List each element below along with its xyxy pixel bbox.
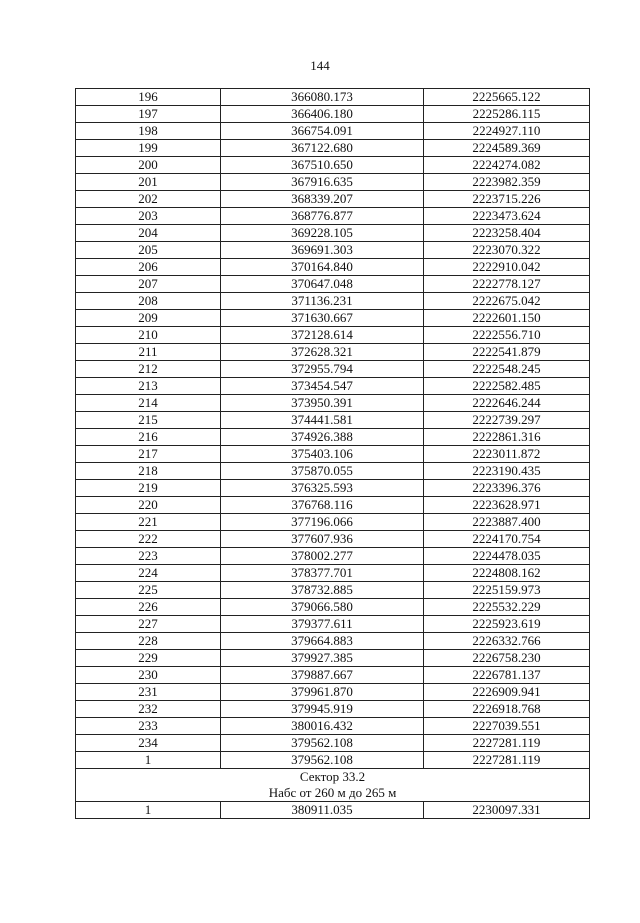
x-coordinate-cell: 379562.108: [221, 752, 424, 769]
sector-title: Сектор 33.2: [299, 769, 366, 784]
y-coordinate-cell: 2226758.230: [424, 650, 590, 667]
table-row: [76, 242, 590, 259]
table-row: [76, 208, 590, 225]
table-row: [76, 582, 590, 599]
table-row: [76, 650, 590, 667]
x-coordinate-cell: 376768.116: [221, 497, 424, 514]
table-row: [76, 174, 590, 191]
y-coordinate-cell: 2224927.110: [424, 123, 590, 140]
x-coordinate-cell: 379945.919: [221, 701, 424, 718]
point-number-cell: 218: [76, 463, 221, 480]
point-number-cell: 234: [76, 735, 221, 752]
x-coordinate-cell: 376325.593: [221, 480, 424, 497]
point-number-cell: 230: [76, 667, 221, 684]
table-row: [76, 412, 590, 429]
x-coordinate-cell: 371630.667: [221, 310, 424, 327]
x-coordinate-cell: 377196.066: [221, 514, 424, 531]
point-number-cell: 198: [76, 123, 221, 140]
table-row: [76, 106, 590, 123]
y-coordinate-cell: 2222778.127: [424, 276, 590, 293]
x-coordinate-cell: 374441.581: [221, 412, 424, 429]
y-coordinate-cell: 2224478.035: [424, 548, 590, 565]
point-number-cell: 222: [76, 531, 221, 548]
point-number-cell: 207: [76, 276, 221, 293]
y-coordinate-cell: 2222739.297: [424, 412, 590, 429]
x-coordinate-cell: 369691.303: [221, 242, 424, 259]
point-number-cell: 231: [76, 684, 221, 701]
point-number-cell: 229: [76, 650, 221, 667]
point-number-cell: 205: [76, 242, 221, 259]
point-number-cell: 196: [76, 89, 221, 106]
page-number: 144: [310, 58, 330, 73]
point-number-cell: 202: [76, 191, 221, 208]
table-row: [76, 157, 590, 174]
x-coordinate-cell: 378732.885: [221, 582, 424, 599]
table-row: [76, 361, 590, 378]
y-coordinate-cell: 2225923.619: [424, 616, 590, 633]
x-coordinate-cell: 379066.580: [221, 599, 424, 616]
table-row: [76, 259, 590, 276]
point-number-cell: 216: [76, 429, 221, 446]
x-coordinate-cell: 372628.321: [221, 344, 424, 361]
point-number-cell: 220: [76, 497, 221, 514]
point-number-cell: 215: [76, 412, 221, 429]
y-coordinate-cell: 2223258.404: [424, 225, 590, 242]
point-number-cell: 214: [76, 395, 221, 412]
x-coordinate-cell: 380016.432: [221, 718, 424, 735]
y-coordinate-cell: 2227039.551: [424, 718, 590, 735]
x-coordinate-cell: 373454.547: [221, 378, 424, 395]
y-coordinate-cell: 2222601.150: [424, 310, 590, 327]
table-row: [76, 293, 590, 310]
y-coordinate-cell: 2227281.119: [424, 752, 590, 769]
y-coordinate-cell: 2223473.624: [424, 208, 590, 225]
point-number-cell: 203: [76, 208, 221, 225]
y-coordinate-cell: 2226909.941: [424, 684, 590, 701]
coordinates-table: [75, 88, 590, 819]
table-row: [76, 395, 590, 412]
x-coordinate-cell: 378377.701: [221, 565, 424, 582]
y-coordinate-cell: 2226332.766: [424, 633, 590, 650]
point-number-cell: 227: [76, 616, 221, 633]
point-number-cell: 219: [76, 480, 221, 497]
x-coordinate-cell: 371136.231: [221, 293, 424, 310]
y-coordinate-cell: 2223011.872: [424, 446, 590, 463]
y-coordinate-cell: 2230097.331: [424, 802, 590, 819]
table-row: [76, 565, 590, 582]
y-coordinate-cell: 2222646.244: [424, 395, 590, 412]
point-number-cell: 200: [76, 157, 221, 174]
table-row: [76, 310, 590, 327]
x-coordinate-cell: 374926.388: [221, 429, 424, 446]
table-row: [76, 735, 590, 752]
x-coordinate-cell: 372128.614: [221, 327, 424, 344]
y-coordinate-cell: 2222582.485: [424, 378, 590, 395]
table-row: [76, 225, 590, 242]
point-number-cell: 206: [76, 259, 221, 276]
x-coordinate-cell: 366754.091: [221, 123, 424, 140]
table-row: [76, 684, 590, 701]
y-coordinate-cell: 2225665.122: [424, 89, 590, 106]
x-coordinate-cell: 366080.173: [221, 89, 424, 106]
x-coordinate-cell: 367510.650: [221, 157, 424, 174]
y-coordinate-cell: 2224808.162: [424, 565, 590, 582]
point-number-cell: 233: [76, 718, 221, 735]
y-coordinate-cell: 2223070.322: [424, 242, 590, 259]
point-number-cell: 204: [76, 225, 221, 242]
table-row: [76, 531, 590, 548]
x-coordinate-cell: 366406.180: [221, 106, 424, 123]
y-coordinate-cell: 2223982.359: [424, 174, 590, 191]
y-coordinate-cell: 2222548.245: [424, 361, 590, 378]
point-number-cell: 201: [76, 174, 221, 191]
table-row: [76, 718, 590, 735]
y-coordinate-cell: 2224170.754: [424, 531, 590, 548]
point-number-cell: 212: [76, 361, 221, 378]
y-coordinate-cell: 2226918.768: [424, 701, 590, 718]
y-coordinate-cell: 2222556.710: [424, 327, 590, 344]
x-coordinate-cell: 379927.385: [221, 650, 424, 667]
y-coordinate-cell: 2225532.229: [424, 599, 590, 616]
x-coordinate-cell: 375870.055: [221, 463, 424, 480]
y-coordinate-cell: 2223396.376: [424, 480, 590, 497]
x-coordinate-cell: 370647.048: [221, 276, 424, 293]
x-coordinate-cell: 379377.611: [221, 616, 424, 633]
y-coordinate-cell: 2224589.369: [424, 140, 590, 157]
x-coordinate-cell: 368339.207: [221, 191, 424, 208]
point-number-cell: 1: [76, 752, 221, 769]
y-coordinate-cell: 2224274.082: [424, 157, 590, 174]
point-number-cell: 225: [76, 582, 221, 599]
x-coordinate-cell: 379664.883: [221, 633, 424, 650]
point-number-cell: 199: [76, 140, 221, 157]
y-coordinate-cell: 2225159.973: [424, 582, 590, 599]
x-coordinate-cell: 379961.870: [221, 684, 424, 701]
table-row: [76, 480, 590, 497]
x-coordinate-cell: 370164.840: [221, 259, 424, 276]
table-row: [76, 633, 590, 650]
y-coordinate-cell: 2222861.316: [424, 429, 590, 446]
table-row: [76, 752, 590, 769]
table-row: [76, 548, 590, 565]
point-number-cell: 1: [76, 802, 221, 819]
point-number-cell: 217: [76, 446, 221, 463]
table-row: [76, 140, 590, 157]
point-number-cell: 232: [76, 701, 221, 718]
x-coordinate-cell: 379887.667: [221, 667, 424, 684]
table-row: [76, 667, 590, 684]
x-coordinate-cell: 379562.108: [221, 735, 424, 752]
y-coordinate-cell: 2222675.042: [424, 293, 590, 310]
point-number-cell: 197: [76, 106, 221, 123]
x-coordinate-cell: 375403.106: [221, 446, 424, 463]
point-number-cell: 213: [76, 378, 221, 395]
table-row: [76, 276, 590, 293]
point-number-cell: 228: [76, 633, 221, 650]
table-row: [76, 514, 590, 531]
x-coordinate-cell: 378002.277: [221, 548, 424, 565]
table-row: [76, 327, 590, 344]
x-coordinate-cell: 367122.680: [221, 140, 424, 157]
y-coordinate-cell: 2223887.400: [424, 514, 590, 531]
table-row: [76, 497, 590, 514]
sector-header-cell: [76, 769, 590, 802]
point-number-cell: 224: [76, 565, 221, 582]
point-number-cell: 208: [76, 293, 221, 310]
table-row: [76, 463, 590, 480]
sector-header-row: [76, 769, 590, 802]
x-coordinate-cell: 367916.635: [221, 174, 424, 191]
point-number-cell: 223: [76, 548, 221, 565]
y-coordinate-cell: 2222541.879: [424, 344, 590, 361]
y-coordinate-cell: 2223715.226: [424, 191, 590, 208]
point-number-cell: 209: [76, 310, 221, 327]
table-row: [76, 701, 590, 718]
y-coordinate-cell: 2222910.042: [424, 259, 590, 276]
table-row: [76, 191, 590, 208]
y-coordinate-cell: 2227281.119: [424, 735, 590, 752]
point-number-cell: 221: [76, 514, 221, 531]
table-row: [76, 802, 590, 819]
table-row: [76, 344, 590, 361]
y-coordinate-cell: 2225286.115: [424, 106, 590, 123]
table-row: [76, 429, 590, 446]
table-row: [76, 89, 590, 106]
y-coordinate-cell: 2223190.435: [424, 463, 590, 480]
table-row: [76, 123, 590, 140]
table-row: [76, 616, 590, 633]
y-coordinate-cell: 2223628.971: [424, 497, 590, 514]
table-row: [76, 446, 590, 463]
point-number-cell: 226: [76, 599, 221, 616]
x-coordinate-cell: 369228.105: [221, 225, 424, 242]
x-coordinate-cell: 380911.035: [221, 802, 424, 819]
sector-subtitle: Набс от 260 м до 265 м: [268, 785, 397, 800]
table-row: [76, 599, 590, 616]
point-number-cell: 210: [76, 327, 221, 344]
x-coordinate-cell: 368776.877: [221, 208, 424, 225]
y-coordinate-cell: 2226781.137: [424, 667, 590, 684]
table-row: [76, 378, 590, 395]
x-coordinate-cell: 377607.936: [221, 531, 424, 548]
point-number-cell: 211: [76, 344, 221, 361]
x-coordinate-cell: 372955.794: [221, 361, 424, 378]
x-coordinate-cell: 373950.391: [221, 395, 424, 412]
